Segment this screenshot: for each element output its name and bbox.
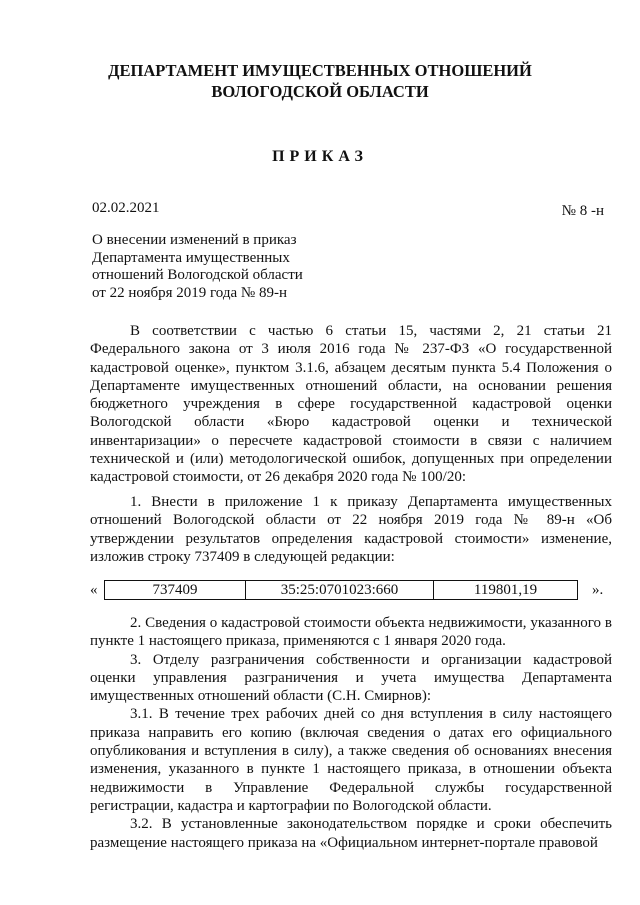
department-header bbox=[0, 60, 640, 102]
document-title: ПРИКАЗ bbox=[272, 148, 368, 165]
header-line-1: ДЕПАРТАМЕНТ ИМУЩЕСТВЕННЫХ ОТНОШЕНИЙ bbox=[108, 61, 532, 80]
close-quote: ». bbox=[592, 582, 604, 598]
table-cell-cadastral-value: 119801,19 bbox=[433, 581, 577, 599]
item-3-paragraph: 3. Отделу разграничения собственности и организации кадастровой оценки управления разграничения и учета имущества Департамента имущественных отношений области (С.Н. Смирнов): bbox=[90, 651, 612, 705]
open-quote: « bbox=[90, 582, 98, 598]
cadastral-table bbox=[104, 580, 578, 600]
subject-line: отношений Вологодской области bbox=[92, 267, 303, 283]
subject-line: О внесении изменений в приказ bbox=[92, 232, 297, 248]
table-cell-row-number: 737409 bbox=[152, 582, 198, 598]
header-line-2: ВОЛОГОДСКОЙ ОБЛАСТИ bbox=[211, 82, 429, 101]
preamble-block bbox=[90, 322, 612, 487]
subject-line: Департамента имущественных bbox=[92, 249, 290, 266]
table-cell-cadastral-number: 35:25:0701023:660 bbox=[245, 581, 433, 599]
cadastral-table-row bbox=[90, 580, 612, 600]
item-1-block bbox=[90, 493, 612, 566]
order-subject bbox=[92, 232, 352, 302]
preamble-paragraph: В соответствии с частью 6 статьи 15, частями 2, 21 статьи 21 Федерального закона от 3 июля 2016 года № 237-ФЗ «О государственной кадастровой оценке», пунктом 3.1.6, абзацем десятым пункта 5.4 Положения о Департаменте имущественных отношений области, на основании решения бюджетного учреждения в сфере государственной кадастровой оценки Вологодской области «Бюро кадастровой оценки и технической инвентаризации» о пересчете кадастровой стоимости в связи с наличием технической и (или) методологической ошибок, допущенных при определении кадастровой стоимости, от 26 декабря 2020 года № 100/20: bbox=[90, 323, 612, 486]
order-number: № 8 -н bbox=[561, 203, 604, 219]
item-3-2-paragraph: 3.2. В установленные законодательством порядке и сроки обеспечить размещение настоящего приказа на «Официальном интернет-портале правовой bbox=[90, 816, 612, 851]
items-continued-block bbox=[90, 614, 612, 852]
subject-line: от 22 ноября 2019 года № 89-н bbox=[92, 284, 287, 301]
item-2-paragraph: 2. Сведения о кадастровой стоимости объекта недвижимости, указанного в пункте 1 настоящего приказа, применяются с 1 января 2020 года. bbox=[90, 615, 612, 650]
order-date: 02.02.2021 bbox=[92, 200, 160, 216]
item-1-paragraph: 1. Внести в приложение 1 к приказу Департамента имущественных отношений Вологодской области от 22 ноября 2019 года № 89-н «Об утверждении результатов определения кадастровой стоимости» изменение, изложив строку 737409 в следующей редакции: bbox=[90, 494, 612, 565]
item-3-1-paragraph: 3.1. В течение трех рабочих дней со дня вступления в силу настоящего приказа направить его копию (включая сведения о датах его официального опубликования и вступления в силу), а также сведения об основаниях внесения изменения, указанного в пункте 1 настоящего приказа, в отношении объекта недвижимости в Управление Федеральной службы государственной регистрации, кадастра и картографии по Вологодской области. bbox=[90, 706, 612, 814]
